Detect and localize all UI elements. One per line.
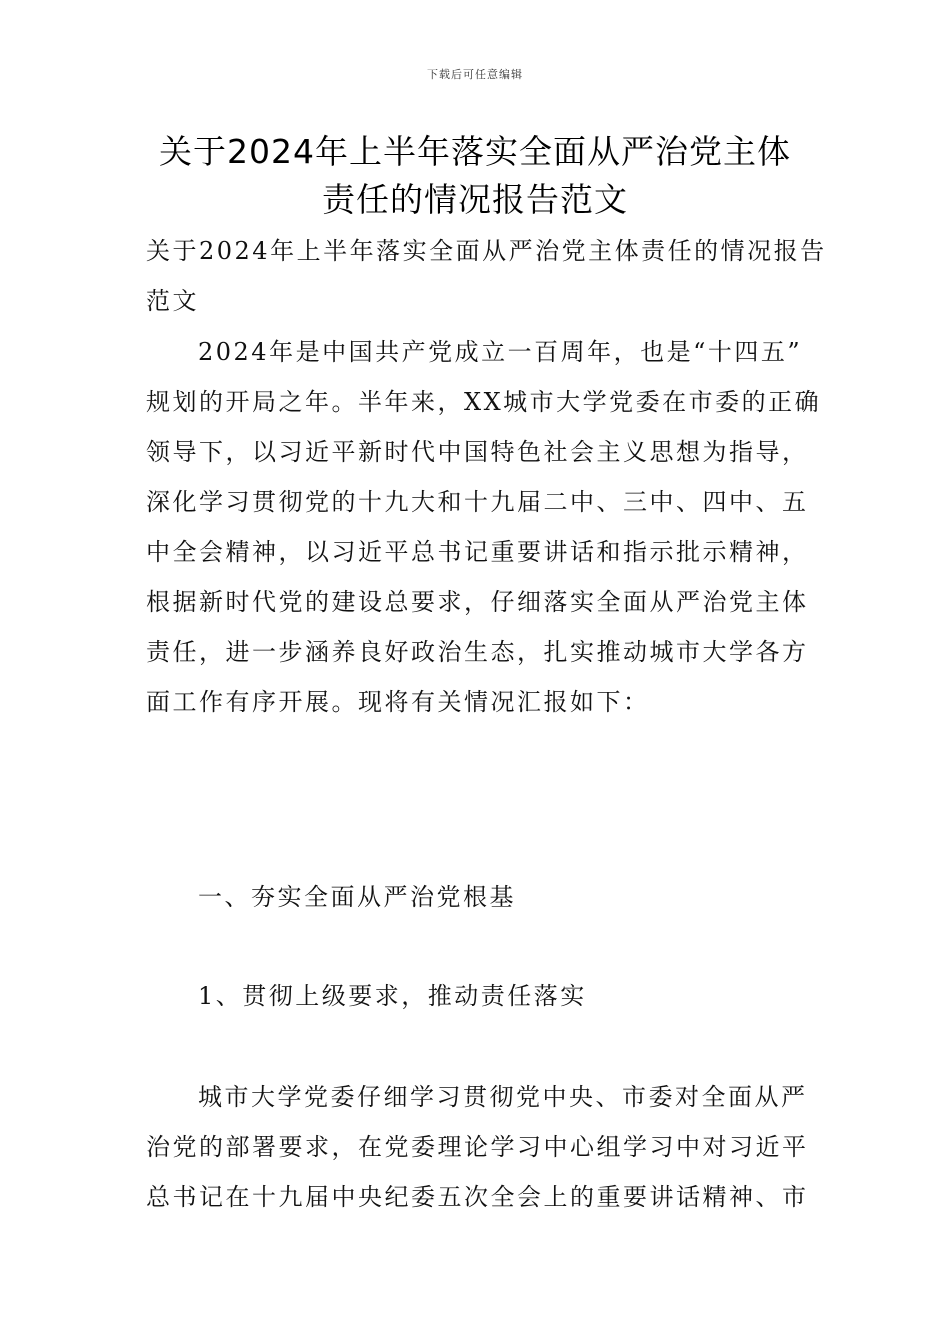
section-heading — [146, 872, 811, 922]
paragraph-line: 领导下，以习近平新时代中国特色社会主义思想为指导， — [146, 438, 809, 466]
paragraph-line: 城市大学党委仔细学习贯彻党中央、市委对全面从严 — [198, 1083, 808, 1111]
intro-paragraph — [146, 327, 822, 727]
body-paragraph — [146, 1072, 811, 1222]
paragraph-line: 2024年是中国共产党成立一百周年，也是“十四五” — [198, 338, 803, 366]
paragraph-line: 总书记在十九届中央纪委五次全会上的重要讲话精神、市 — [146, 1183, 809, 1211]
subtitle-line-2: 范文 — [146, 287, 199, 315]
paragraph-line: 责任，进一步涵养良好政治生态，扎实推动城市大学各方 — [146, 638, 809, 666]
paragraph-line: 深化学习贯彻党的十九大和十九届二中、三中、四中、五 — [146, 488, 809, 516]
subsection-heading — [146, 971, 811, 1021]
section-heading-text: 一、夯实全面从严治党根基 — [198, 883, 516, 911]
subtitle — [146, 226, 827, 326]
paragraph-line: 根据新时代党的建设总要求，仔细落实全面从严治党主体 — [146, 588, 809, 616]
paragraph-line: 治党的部署要求，在党委理论学习中心组学习中对习近平 — [146, 1133, 809, 1161]
paragraph-line: 规划的开局之年。半年来，XX城市大学党委在市委的正确 — [146, 388, 822, 416]
subtitle-line-1: 关于2024年上半年落实全面从严治党主体责任的情况报告 — [146, 237, 827, 265]
title-line-1: 关于2024年上半年落实全面从严治党主体 — [159, 132, 791, 171]
paragraph-line: 面工作有序开展。现将有关情况汇报如下： — [146, 688, 650, 716]
document-title — [130, 128, 820, 224]
header-note: 下载后可任意编辑 — [427, 68, 523, 81]
subsection-heading-text: 1、贯彻上级要求，推动责任落实 — [198, 982, 587, 1010]
paragraph-line: 中全会精神，以习近平总书记重要讲话和指示批示精神， — [146, 538, 809, 566]
title-line-2: 责任的情况报告范文 — [322, 180, 628, 219]
